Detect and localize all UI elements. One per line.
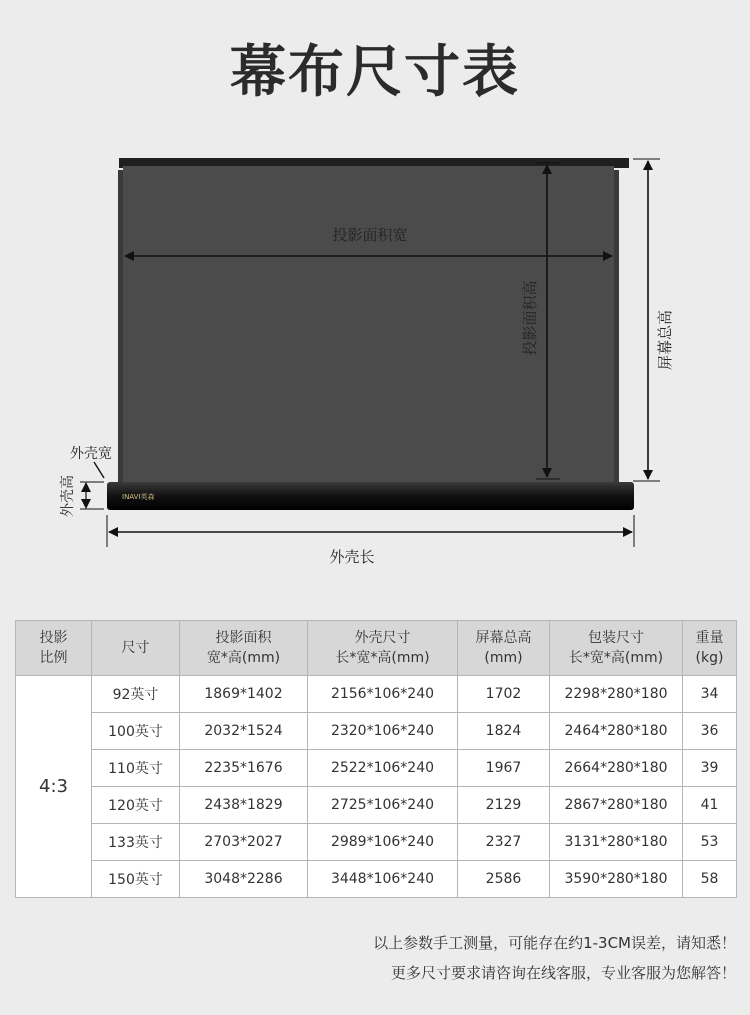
area-cell: 3048*2286: [180, 861, 308, 898]
shell-width-label: 外壳宽: [70, 446, 112, 462]
screen-surface: [123, 166, 614, 484]
page-title: 幕布尺寸表: [230, 40, 520, 105]
table-row: [16, 750, 737, 787]
table-row: [16, 787, 737, 824]
table-row: [16, 861, 737, 898]
package-cell: 3131*280*180: [550, 824, 683, 861]
table-row: [16, 676, 737, 713]
height-cell: 2327: [458, 824, 550, 861]
shell-cell: 2320*106*240: [308, 713, 458, 750]
weight-cell: 41: [683, 787, 737, 824]
footnote-measurement: 以上参数手工测量，可能存在约1-3CM误差，请知悉！: [373, 934, 736, 952]
area-cell: 2235*1676: [180, 750, 308, 787]
package-cell: 2464*280*180: [550, 713, 683, 750]
package-cell: 3590*280*180: [550, 861, 683, 898]
footnote-contact: 更多尺寸要求请咨询在线客服，专业客服为您解答！: [390, 964, 736, 982]
size-cell: 110英寸: [92, 750, 180, 787]
weight-cell: 58: [683, 861, 737, 898]
table-row: [16, 713, 737, 750]
area-cell: 1869*1402: [180, 676, 308, 713]
package-cell: 2867*280*180: [550, 787, 683, 824]
shell-height-label: 外壳高: [60, 475, 76, 517]
header-weight: 重量 (kg): [683, 621, 737, 676]
package-cell: 2298*280*180: [550, 676, 683, 713]
package-cell: 2664*280*180: [550, 750, 683, 787]
projection-width-label: 投影面积宽: [332, 226, 408, 244]
screen-side-right: [614, 170, 619, 482]
size-table: [15, 620, 737, 898]
height-cell: 2129: [458, 787, 550, 824]
size-cell: 92英寸: [92, 676, 180, 713]
height-cell: 2586: [458, 861, 550, 898]
projection-height-label: 投影面积高: [521, 280, 539, 356]
footnotes: [373, 928, 736, 988]
size-cell: 120英寸: [92, 787, 180, 824]
area-cell: 2032*1524: [180, 713, 308, 750]
size-cell: 150英寸: [92, 861, 180, 898]
shell-housing: [107, 482, 634, 510]
area-cell: 2438*1829: [180, 787, 308, 824]
shell-cell: 2989*106*240: [308, 824, 458, 861]
height-cell: 1824: [458, 713, 550, 750]
height-cell: 1967: [458, 750, 550, 787]
size-cell: 133英寸: [92, 824, 180, 861]
shell-width-arrow: [94, 462, 104, 478]
weight-cell: 36: [683, 713, 737, 750]
total-height-label: 屏幕总高: [656, 309, 674, 371]
header-projection-area: 投影面积 宽*高(mm): [180, 621, 308, 676]
weight-cell: 39: [683, 750, 737, 787]
shell-cell: 2156*106*240: [308, 676, 458, 713]
screen-side-left: [118, 170, 123, 482]
area-cell: 2703*2027: [180, 824, 308, 861]
header-screen-height: 屏幕总高 (mm): [458, 621, 550, 676]
shell-cell: 3448*106*240: [308, 861, 458, 898]
header-ratio: 投影 比例: [16, 621, 92, 676]
table-header-row: [16, 621, 737, 676]
size-cell: 100英寸: [92, 713, 180, 750]
table-row: [16, 824, 737, 861]
weight-cell: 53: [683, 824, 737, 861]
ratio-cell: 4:3: [16, 676, 92, 898]
brand-logo: INAVI英森: [122, 493, 155, 501]
header-package-size: 包装尺寸 长*宽*高(mm): [550, 621, 683, 676]
header-size: 尺寸: [92, 621, 180, 676]
shell-cell: 2522*106*240: [308, 750, 458, 787]
shell-cell: 2725*106*240: [308, 787, 458, 824]
header-shell-size: 外壳尺寸 长*宽*高(mm): [308, 621, 458, 676]
weight-cell: 34: [683, 676, 737, 713]
shell-length-label: 外壳长: [329, 548, 375, 566]
height-cell: 1702: [458, 676, 550, 713]
